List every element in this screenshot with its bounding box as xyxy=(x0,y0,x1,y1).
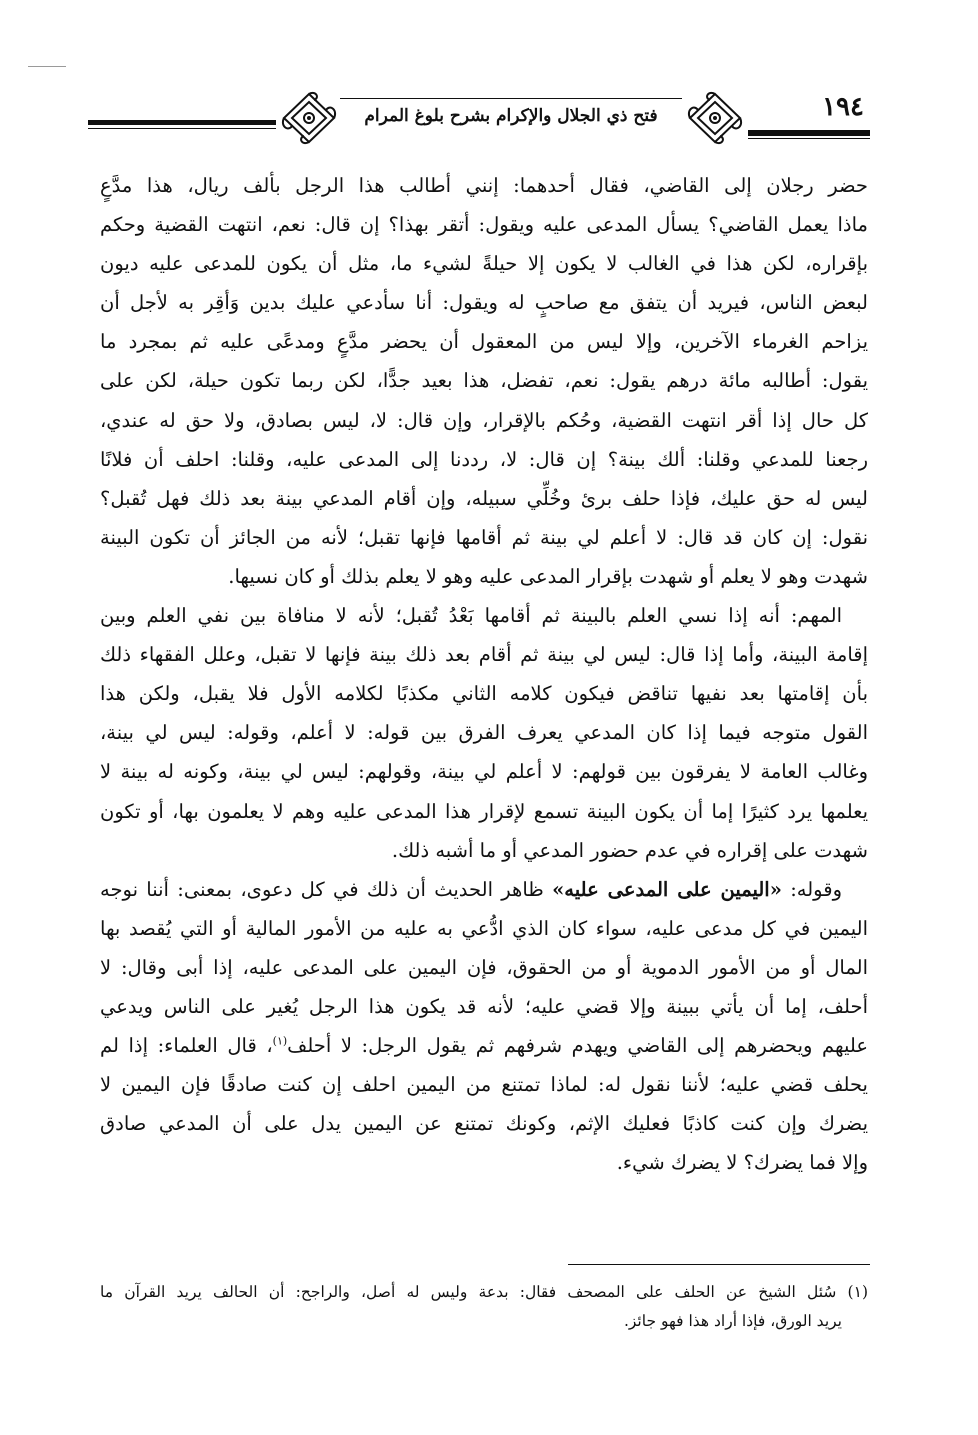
title-top-rule xyxy=(340,98,682,99)
text-fragment: ، قال العلماء: إذا لم xyxy=(100,1034,273,1058)
header-rule-right-thin xyxy=(748,138,870,139)
header-rule-left xyxy=(88,120,276,125)
text-line: بإقراره، لكن هذا في الغالب لا يكون إلا حيلةً لشيء ما، مثل أن يكون للمدعى عليه ديون xyxy=(100,252,868,276)
text-line: المهم: أنه إذا نسي العلم بالبينة ثم أقامها بَعْدُ تُقبل؛ لأنه لا منافاة بين نفي العلم وبين xyxy=(100,604,842,628)
text-line: نقول: إن كان قد قال: لا أعلم لي بينة ثم أقامها فإنها تقبل؛ لأنه من الجائز أن تكون البينة xyxy=(100,525,868,549)
text-fragment: وقوله: xyxy=(781,877,842,901)
text-line: كل حال إذا أقر انتهت القضية، وحُكم بالإقرار، وإن قال: لا، ليس بصادق، ولا حق له عندي، xyxy=(100,408,868,432)
text-fragment: عليهم ويحضرهم إلى القاضي ويهدم شرفهم ثم يقول الرجل: لا أحلف xyxy=(287,1034,868,1058)
text-fragment: ظاهر الحديث أن ذلك في كل دعوى، بمعنى: أننا نوجه xyxy=(100,877,553,901)
text-line: ماذا يعمل القاضي؟ يسأل المدعى عليه ويقول: أتقر بهذا؟ إن قال: نعم، انتهت القضية وحكم xyxy=(100,213,868,237)
text-line: القول متوجه فيما إذا كان المدعي يعرف الفرق بين قوله: لا أعلم، وقوله: ليس لي بينة، xyxy=(100,721,868,745)
header-ornament-left-icon xyxy=(278,90,340,146)
text-line: لبعض الناس، فيريد أن يتفق مع صاحبٍ له ويقول: أنا سأدعي عليك بدين وَأقِر به لأجل أن xyxy=(100,291,868,315)
footnote-separator xyxy=(568,1264,870,1265)
text-line: شهدت على إقراره في عدم حضور المدعي أو ما أشبه ذلك. xyxy=(391,838,868,862)
text-line: إقامة البينة، وأما إذا قال: ليس لي بينة ثم أقام بعد ذلك بينة فإنها لا تقبل، وعلل الفقهاء ذلك xyxy=(100,643,868,667)
footnotes xyxy=(100,1278,868,1336)
scan-artifact-mark xyxy=(28,66,66,67)
text-line: بأن إقامتها بعد نفيها تناقض فيكون كلامه الثاني مكذبًا لكلامه الأول فلا يقبل، ولكن هذا xyxy=(100,682,868,706)
text-line: وإلا فما يضرك؟ لا يضرك شيء. xyxy=(616,1151,868,1175)
text-line: شهدت وهو لا يعلم أو شهدت بإقرار المدعى عليه وهو لا يعلم بذلك أو كان نسيها. xyxy=(228,564,868,588)
running-book-title: فتح ذي الجلال والإكرام بشرح بلوغ المرام xyxy=(364,106,658,126)
text-line: وغالب العامة لا يفرقون بين قولهم: لا أعلم لي بينة، وقولهم: ليس لي بينة، وكونه له بينة لا xyxy=(100,760,868,784)
text-line: يزاحم الغرماء الآخرين، وإلا ليس من المعقول أن يحضر مدَّعٍ ومدعًى عليه ثم بمجرد ما xyxy=(100,330,868,354)
page-number: ١٩٤ xyxy=(822,92,864,122)
text-line-with-footnote-ref xyxy=(100,1026,868,1065)
header-ornament-right-icon xyxy=(684,90,746,146)
hadith-quote: «اليمين على المدعى عليه» xyxy=(552,877,782,901)
header-rule-left-thin xyxy=(88,128,276,129)
footnote-line: يريد الورق، فإذا أراد هذا فهو جائز. xyxy=(623,1312,842,1330)
text-line: يعلمها يرد كثيرًا إما أن يكون البينة تسمع لإقرار هذا المدعى عليه وهم لا يعلمون بها، أو تكون xyxy=(100,799,868,823)
text-line: اليمين في كل مدعى عليه، سواء كان الذي ادُّعي به عليه من الأمور المالية أو التي يُقصد بها xyxy=(100,916,868,940)
text-line: يحلف قضي عليه؛ لأننا نقول له: لماذا تمتنع من اليمين احلف إن كنت صادقًا فإن اليمين لا xyxy=(100,1073,868,1097)
text-line: أحلف، إما أن يأتي ببينة وإلا قضي عليه؛ لأنه قد يكون هذا الرجل يُغير على الناس ويدعي xyxy=(100,994,868,1018)
text-line: يضرك وإن كنت كاذبًا فعليك الإثم، وكونك تمتنع عن اليمين يدل على أن المدعي صادق xyxy=(100,1112,868,1136)
text-line: يقول: أطالبه مائة درهم يقول: نعم، تفضل، هذا بعيد جدًّا، لكن ربما تكون حيلة، لكن على xyxy=(100,369,868,393)
text-line: رجعنا للمدعي وقلنا: ألك بينة؟ إن قال: لا، رددنا إلى المدعى عليه، وقلنا: احلف أن فلانًا xyxy=(100,447,868,471)
main-body-text xyxy=(100,166,868,1182)
text-line: المال أو من الأمور الدموية أو من الحقوق، فإن اليمين على المدعى عليه، إذا أبى وقال: لا xyxy=(100,955,868,979)
page-header xyxy=(88,86,870,150)
footnote-reference[interactable]: (١) xyxy=(272,1034,288,1048)
text-line: حضر رجلان إلى القاضي، فقال أحدهما: إنني أطالب هذا الرجل بألف ريال، هذا مدَّعٍ xyxy=(100,174,868,197)
text-line: ليس له حق عليك، فإذا حلف برئ وخُلِّي سبيله، وإن أقام المدعي بينة بعد ذلك فهل تُقبل؟ xyxy=(100,486,868,510)
header-rule-right xyxy=(748,130,870,136)
text-line-with-hadith-quote xyxy=(100,870,868,909)
footnote-line: (١) سُئل الشيخ عن الحلف على المصحف فقال: بدعة وليس له أصل، والراجح: أن الحالف يريد القرآن ما xyxy=(100,1283,868,1301)
